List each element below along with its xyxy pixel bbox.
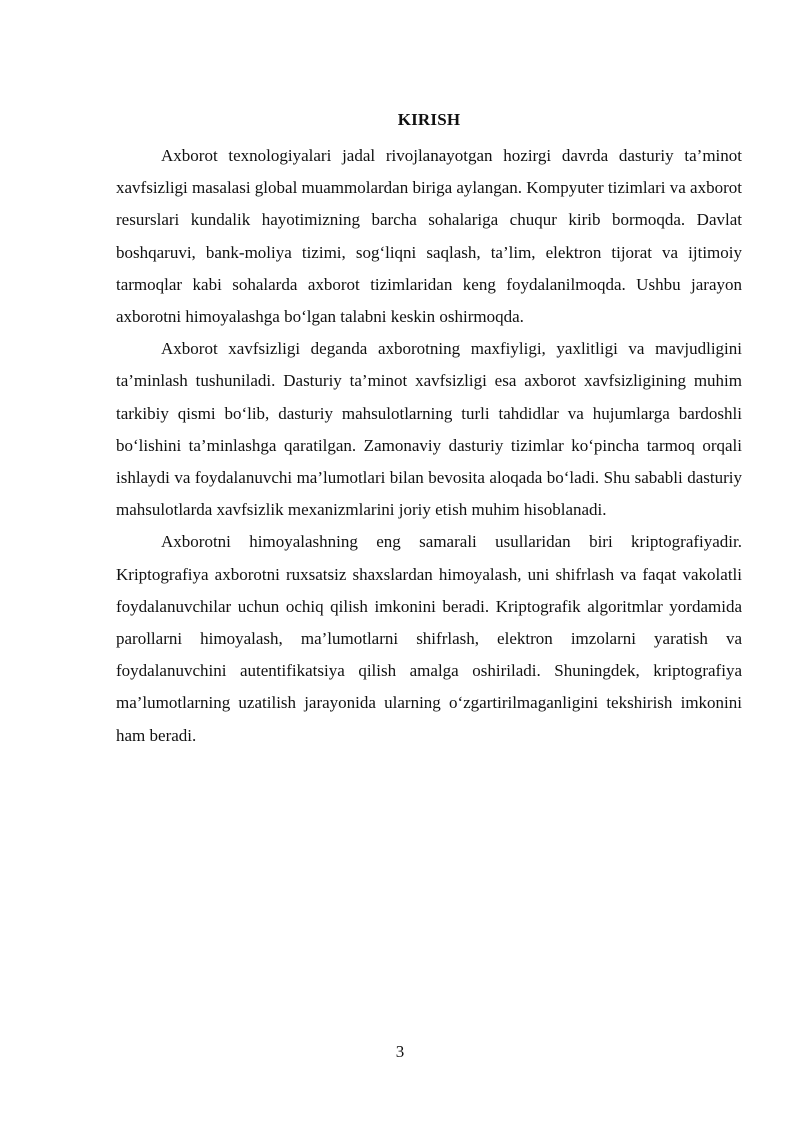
paragraph-3: Axborotni himoyalashning eng samarali usullaridan biri kriptografiyadir. Kriptografiya axborotni ruxsatsiz shaxslardan himoyalash, uni shifrlash va faqat vakolatli foydalanuvchilar uchun ochiq qilish imkonini beradi. Kriptografik algoritmlar yordamida parollarni himoyalash, ma’lumotlarni shifrlash, elektron imzolarni yaratish va foydalanuvchini autentifikatsiya qilish amalga oshiriladi. Shuningdek, kriptografiya ma’lumotlarning uzatilish jarayonida ularning o‘zgartirilmaganligini tekshirish imkonini ham beradi. bbox=[116, 532, 742, 745]
page-content bbox=[116, 108, 742, 752]
paragraph-2: Axborot xavfsizligi deganda axborotning maxfiyligi, yaxlitligi va mavjudligini ta’minlash tushuniladi. Dasturiy ta’minot xavfsizligi esa axborot xavfsizligining muhim tarkibiy qismi bo‘lib, dasturiy mahsulotlarning turli tahdidlar va hujumlarga bardoshli bo‘lishini ta’minlashga qaratilgan. Zamonaviy dasturiy tizimlar ko‘pincha tarmoq orqali ishlaydi va foydalanuvchi ma’lumotlari bilan bevosita aloqada bo‘ladi. Shu sababli dasturiy mahsulotlarda xavfsizlik mexanizmlarini joriy etish muhim hisoblanadi. bbox=[116, 339, 742, 520]
page-number: 3 bbox=[395, 1042, 405, 1061]
paragraph-1: Axborot texnologiyalari jadal rivojlanayotgan hozirgi davrda dasturiy ta’minot xavfsizligi masalasi global muammolardan biriga aylangan. Kompyuter tizimlari va axborot resurslari kundalik hayotimizning barcha sohalariga chuqur kirib bormoqda. Davlat boshqaruvi, bank-moliya tizimi, sog‘liqni saqlash, ta’lim, elektron tijorat va ijtimoiy tarmoqlar kabi sohalarda axborot tizimlaridan keng foydalanilmoqda. Ushbu jarayon axborotni himoyalashga bo‘lgan talabni keskin oshirmoqda. bbox=[116, 146, 742, 327]
section-title: KIRISH bbox=[397, 110, 461, 129]
